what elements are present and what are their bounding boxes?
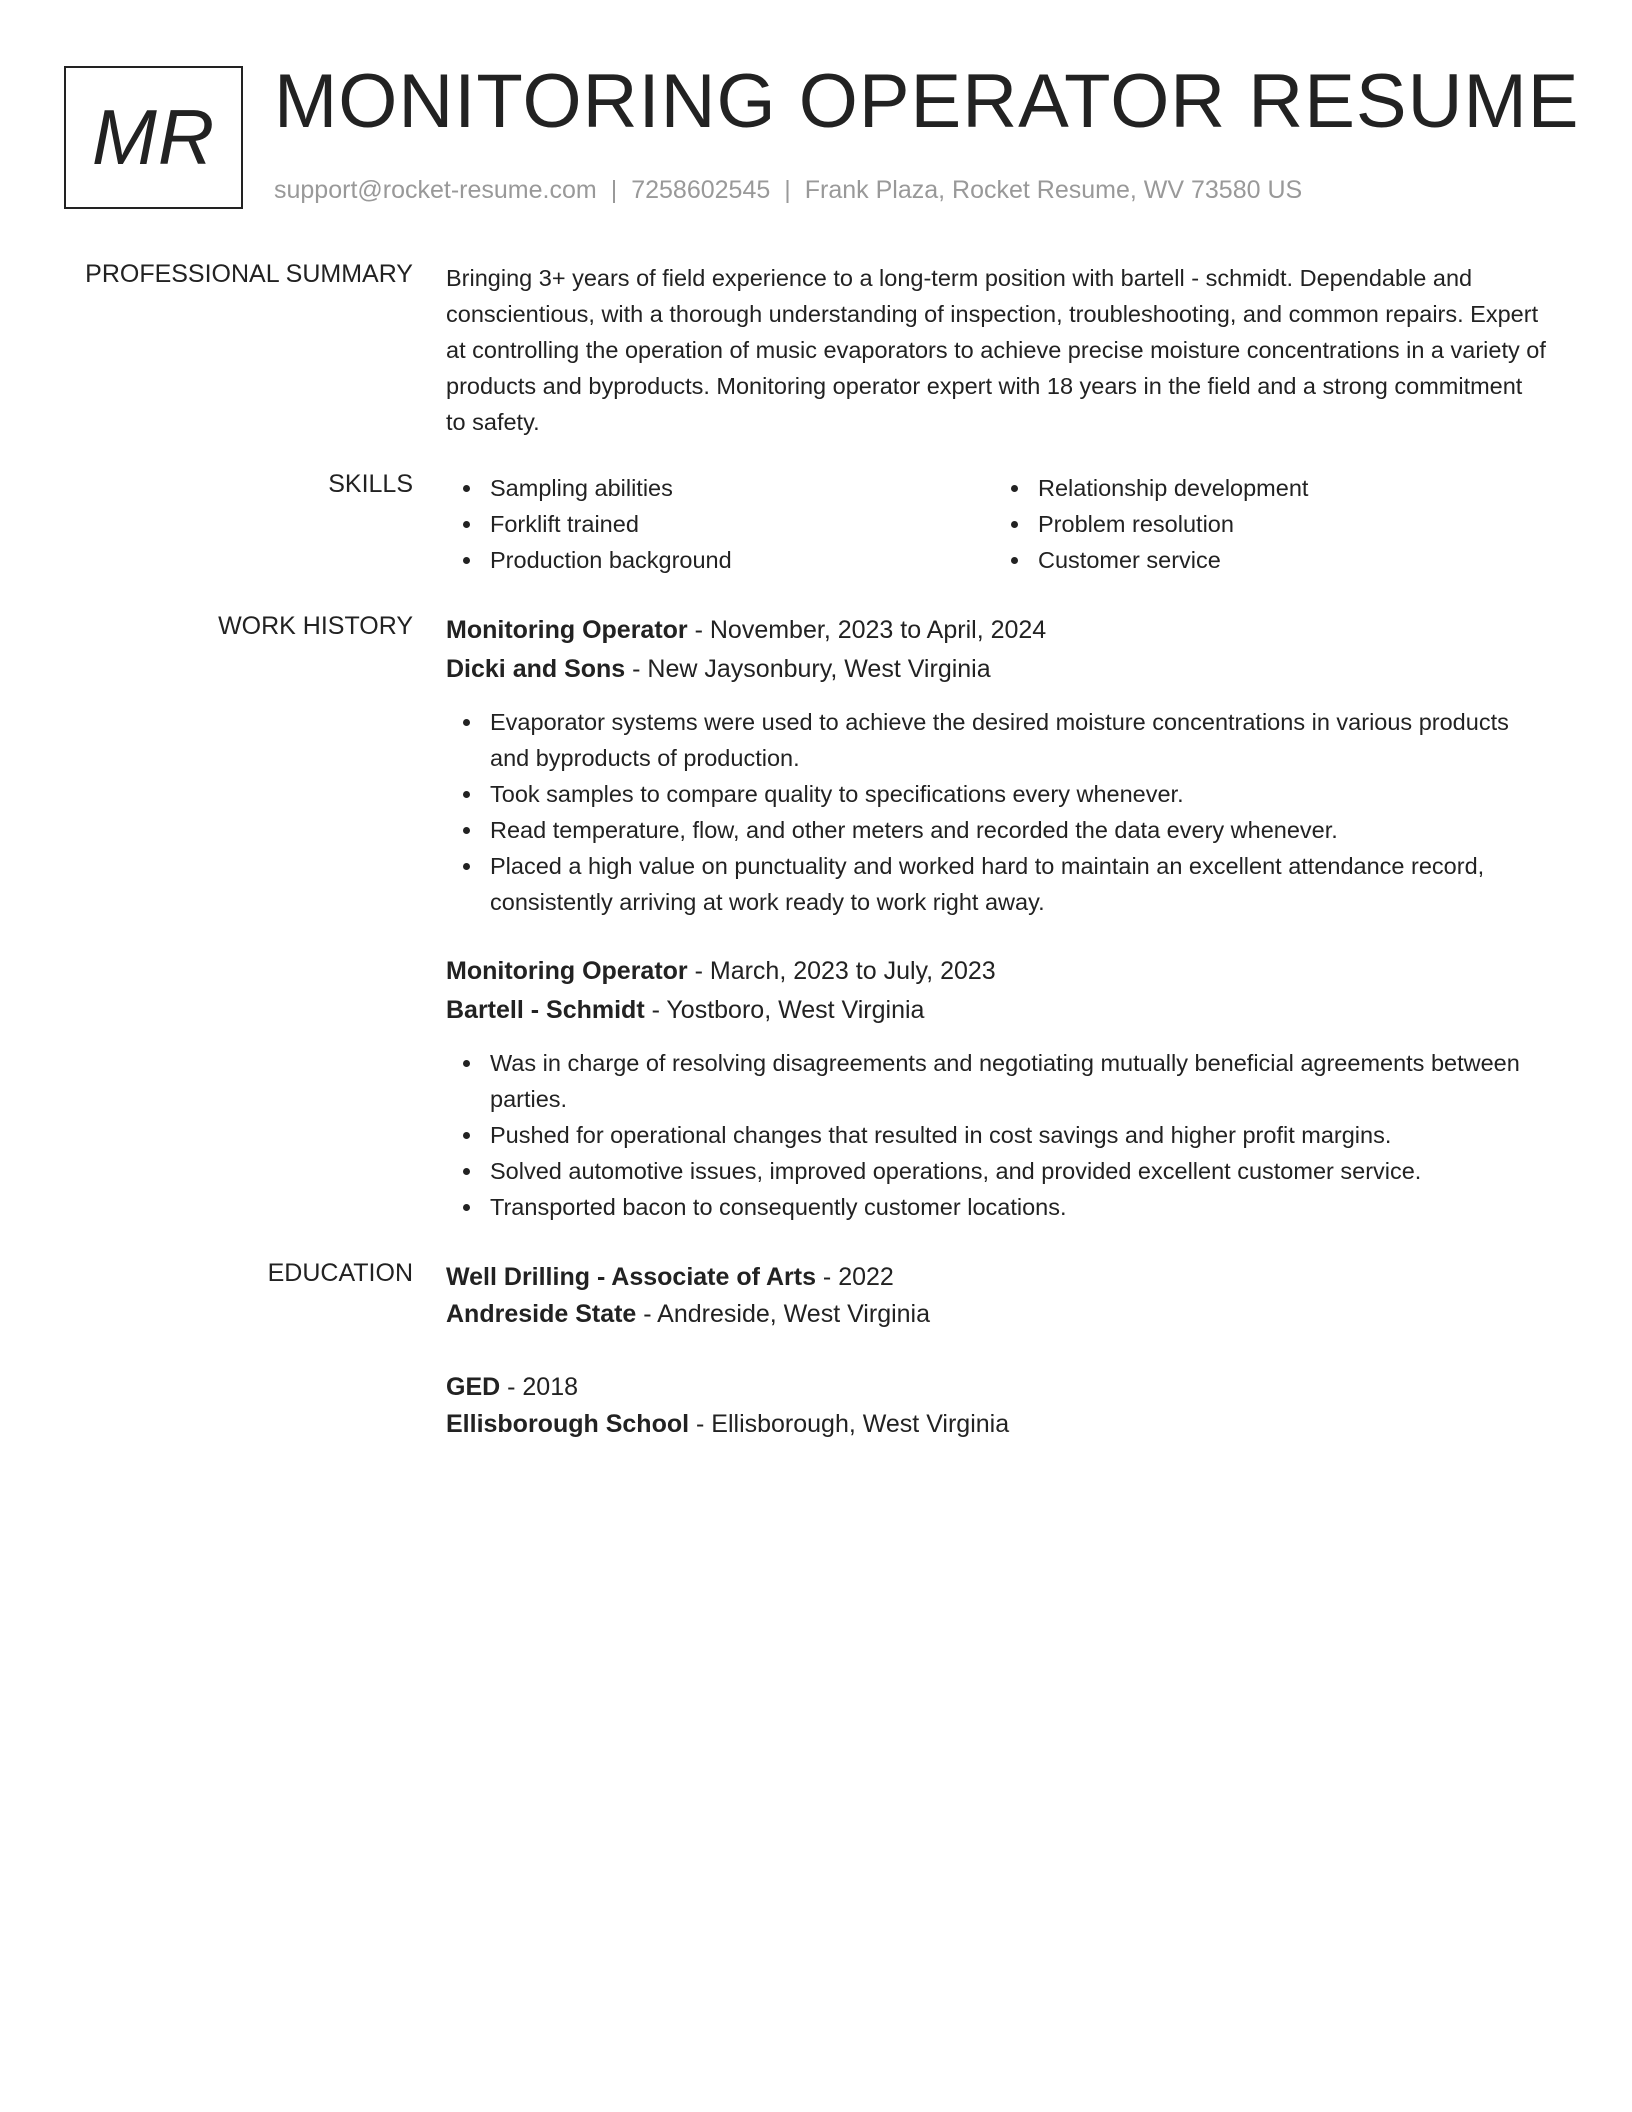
education-heading: EDUCATION [267,1259,413,1287]
job-company-line [446,651,1546,687]
education-degree: Well Drilling - Associate of Arts [446,1263,816,1291]
education-year: - 2022 [815,1263,894,1291]
education-school: Ellisborough School [446,1410,690,1438]
education-school-line [446,1296,1546,1333]
skills-list [446,470,1546,578]
duty-item: Transported bacon to consequently customer locations. [446,1189,1546,1225]
duty-item: Placed a high value on punctuality and worked hard to maintain an excellent attendance record, consistently arriving at work ready to work right away. [446,848,1546,920]
education-location: - Ellisborough, West Virginia [689,1410,1010,1438]
contact-email: support@rocket-resume.com [274,176,597,204]
education-list [446,1259,1546,1443]
work-history-list [446,612,1546,1225]
contact-phone: 7258602545 [631,176,771,204]
education-degree: GED [446,1373,501,1401]
work-history-heading: WORK HISTORY [218,612,413,640]
job-company: Dicki and Sons [446,655,626,683]
resume-title: MONITORING OPERATOR RESUME [274,59,1580,144]
education-entry [446,1369,1546,1443]
education-degree-line [446,1259,1546,1296]
education-school: Andreside State [446,1300,637,1328]
duty-item: Was in charge of resolving disagreements and negotiating mutually beneficial agreements between parties. [446,1045,1546,1117]
skills-heading: SKILLS [328,470,413,498]
job-title: Monitoring Operator [446,957,688,985]
education-school-line [446,1406,1546,1443]
job-company-line [446,992,1546,1028]
job-title: Monitoring Operator [446,616,688,644]
summary-text: Bringing 3+ years of field experience to a long-term position with bartell - schmidt. Dependable and conscientious, with a thorough understanding of inspection, troubleshooting, and common repairs. Expert at controlling the operation of music evaporators to achieve precise moisture concentrations in a variety of products and byproducts. Monitoring operator expert with 18 years in the field and a strong commitment to safety. [446,265,1546,435]
job-title-line [446,953,1546,989]
education-degree-line [446,1369,1546,1406]
duty-item: Pushed for operational changes that resulted in cost savings and higher profit margins. [446,1117,1546,1153]
monogram-badge [64,66,243,209]
education-location: - Andreside, West Virginia [636,1300,931,1328]
contact-separator: | [784,176,791,204]
education-entry [446,1259,1546,1333]
skill-item: Problem resolution [994,506,1542,542]
monogram-initials: MR [91,93,216,181]
skills-column-right [994,470,1542,578]
job-duties [446,704,1546,920]
skill-item: Customer service [994,542,1542,578]
skill-item: Production background [446,542,994,578]
contact-address: Frank Plaza, Rocket Resume, WV 73580 US [804,176,1303,204]
skill-item: Forklift trained [446,506,994,542]
duty-item: Solved automotive issues, improved operations, and provided excellent customer service. [446,1153,1546,1189]
job-location: - New Jaysonbury, West Virginia [625,655,991,683]
job-dates: - November, 2023 to April, 2024 [687,616,1047,644]
duty-item: Read temperature, flow, and other meters and recorded the data every whenever. [446,812,1546,848]
duty-item: Took samples to compare quality to specifications every whenever. [446,776,1546,812]
job-title-line [446,612,1546,648]
skills-column-left [446,470,994,578]
job-dates: - March, 2023 to July, 2023 [687,957,996,985]
job-entry [446,953,1546,1225]
duty-item: Evaporator systems were used to achieve the desired moisture concentrations in various products and byproducts of production. [446,704,1546,776]
skill-item: Sampling abilities [446,470,994,506]
contact-separator: | [610,176,618,204]
job-entry [446,612,1546,920]
education-year: - 2018 [500,1373,579,1401]
summary-heading: PROFESSIONAL SUMMARY [85,260,413,288]
skill-item: Relationship development [994,470,1542,506]
job-location: - Yostboro, West Virginia [644,996,925,1024]
contact-line [274,176,1302,205]
job-duties [446,1045,1546,1225]
job-company: Bartell - Schmidt [446,996,645,1024]
